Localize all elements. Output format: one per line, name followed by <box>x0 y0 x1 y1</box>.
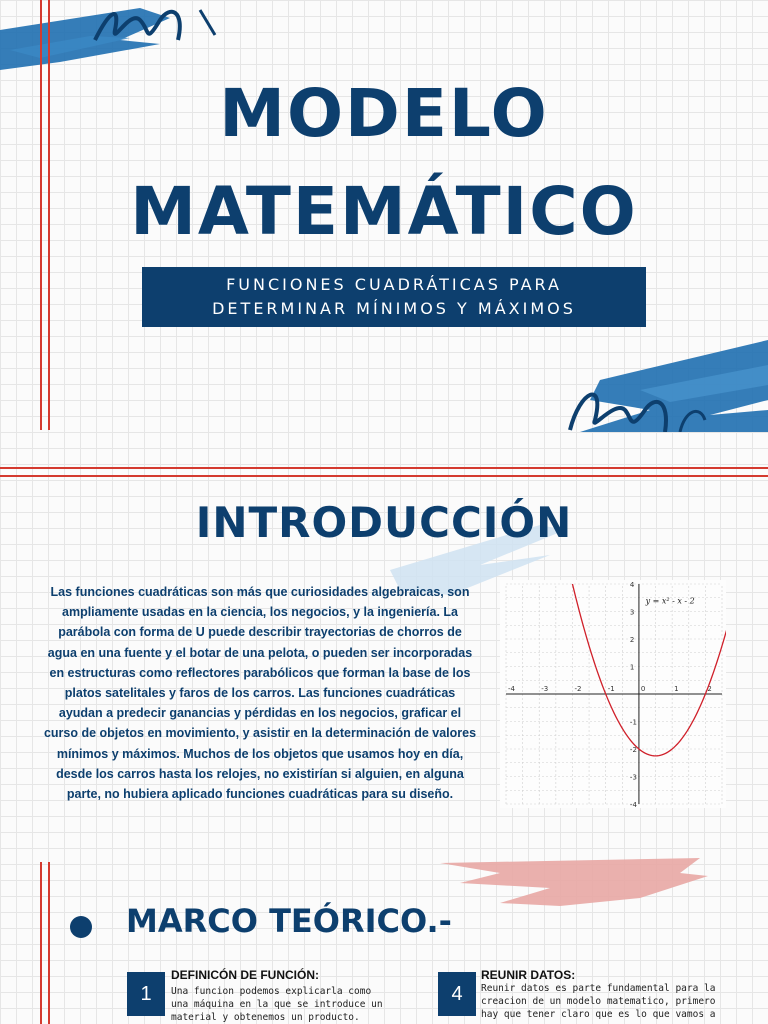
red-vertical-line <box>48 862 50 1024</box>
subtitle-line2: DETERMINAR MÍNIMOS Y MÁXIMOS <box>212 299 576 318</box>
card-body-line: material y obtenemos un producto. <box>171 1012 360 1023</box>
y-tick-label: 3 <box>629 608 635 617</box>
intro-line: parábola con forma de U puede describir trayectorias de chorros de <box>58 625 462 640</box>
brush-stroke-pink <box>440 858 710 908</box>
intro-line: agua en una fuente y el botar de una pelota, o pueden ser incorporadas <box>47 645 473 660</box>
intro-line: platos satelitales y faros de los carros. Las funciones cuadráticas <box>64 686 456 701</box>
y-tick-label: -2 <box>629 746 637 754</box>
card-number-1: 1 <box>127 972 165 1016</box>
card-number-4: 4 <box>438 972 476 1016</box>
equation-label: y = x² - x - 2 <box>645 596 695 606</box>
intro-paragraph <box>34 582 486 804</box>
marco-heading: MARCO TEÓRICO.- <box>126 902 452 940</box>
y-tick-label: -1 <box>629 718 637 727</box>
x-tick-label: 2 <box>707 685 712 693</box>
y-tick-label: 4 <box>629 581 635 589</box>
intro-line: parte, no hubiera aplicado funciones cuadráticas para su diseño. <box>66 787 454 802</box>
page-title-line2: MATEMÁTICO <box>130 173 638 250</box>
y-tick-label: -3 <box>629 773 637 782</box>
page-title-line1: MODELO <box>219 75 549 152</box>
card-title-4: REUNIR DATOS: <box>481 968 576 982</box>
card-body-line: creacion de un modelo matematico, primero <box>481 996 716 1007</box>
x-tick-label: 0 <box>640 685 646 693</box>
parabola-curve <box>572 584 726 756</box>
card-body-1 <box>171 985 383 1024</box>
brush-stroke-right <box>560 340 768 432</box>
y-tick-label: 1 <box>629 663 635 672</box>
intro-line: en estructuras como reflectores parabólicos que forman la base de los <box>49 665 471 680</box>
x-tick-label: -4 <box>508 685 515 693</box>
subtitle-line1: FUNCIONES CUADRÁTICAS PARA <box>226 275 562 294</box>
intro-line: mínimos y máximos. Muchos de los objetos que usamos hoy en día, <box>56 746 464 761</box>
bullet-dot <box>70 916 92 938</box>
x-tick-label: -2 <box>574 685 582 693</box>
red-horizontal-line <box>0 475 768 477</box>
intro-line: Las funciones cuadráticas son más que curiosidades algebraicas, son <box>50 585 470 599</box>
y-tick-label: -4 <box>629 801 637 808</box>
x-tick-label: -3 <box>541 685 549 693</box>
card-body-line: una máquina en la que se introduce un <box>171 999 383 1010</box>
card-body-line: hay que tener claro que es lo que vamos a <box>481 1009 716 1020</box>
intro-line: ampliamente usadas en la ciencia, los negocios, y la ingeniería. La <box>62 605 458 620</box>
intro-line: ayudan a predecir ganancias y pérdidas en los negocios, graficar el <box>58 706 462 721</box>
y-tick-label: 2 <box>629 636 635 644</box>
intro-heading: INTRODUCCIÓN <box>195 498 573 547</box>
card-body-line: Una funcion podemos explicarla como <box>171 986 372 997</box>
card-body-4 <box>481 982 716 1021</box>
x-tick-label: 1 <box>674 685 679 693</box>
red-horizontal-line <box>0 467 768 469</box>
intro-line: desde los carros hasta los relojes, no existirían si alguien, en alguna <box>56 766 464 781</box>
brush-stroke-top-left <box>0 0 250 80</box>
x-tick-label: -1 <box>607 685 615 693</box>
red-vertical-line <box>40 862 42 1024</box>
card-body-line: Reunir datos es parte fundamental para la <box>481 983 716 994</box>
subtitle-banner <box>142 267 646 327</box>
parabola-graph <box>500 580 726 808</box>
card-title-1: DEFINICÓN DE FUNCIÓN: <box>171 968 319 982</box>
intro-line: curso de objetos en movimiento, y asistir en la determinación de valores <box>43 726 477 741</box>
